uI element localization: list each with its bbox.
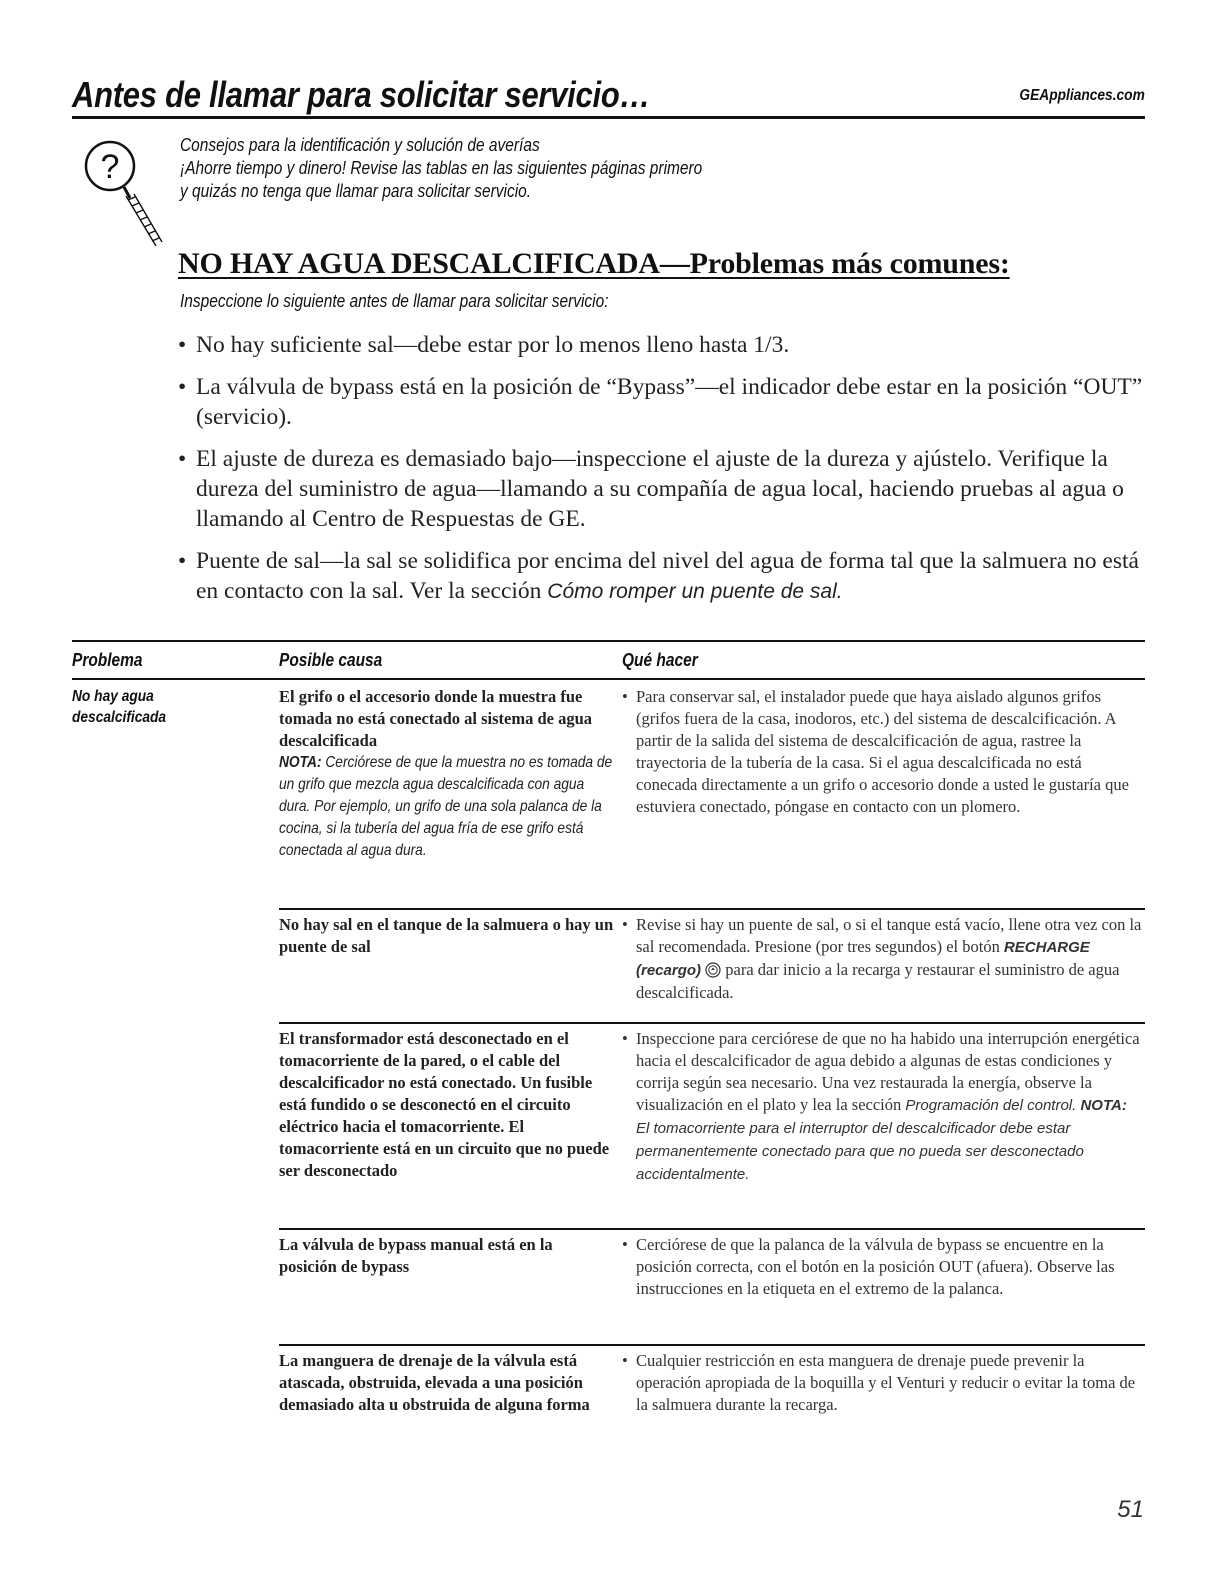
cause-text: El transformador está desconectado en el tomacorriente de la pared, o el cable del descalcificador no está conectado. Un fusible está fundido o se desconectó en el circuito eléctrico hacia el tomacorriente. El tomacorriente está en un circuito que no puede ser desconectado	[279, 1029, 610, 1180]
tips-line: Consejos para la identificación y solución de averías	[180, 135, 540, 155]
section-heading: NO HAY AGUA DESCALCIFICADA—Problemas más comunes:	[178, 247, 1010, 280]
page-title: Antes de llamar para solicitar servicio…	[72, 74, 651, 115]
list-item: • No hay suficiente sal—debe estar por lo menos lleno hasta 1/3.	[178, 330, 1148, 360]
action-text: Inspeccione para cerciórese de que no ha habido una interrupción energética hacia el descalcificador de agua debido a algunas de estas condiciones y corrija según sea necesario. Una vez restaurada la energía, observe la visualización en el plato y lea la sección	[636, 1029, 1140, 1114]
row-divider	[279, 1228, 1145, 1230]
column-header-cause: Posible causa	[279, 650, 383, 670]
page-number: 51	[1117, 1496, 1144, 1523]
recharge-button-icon	[705, 962, 721, 978]
page-header	[72, 70, 1145, 114]
table-row	[279, 680, 1145, 908]
cause-cell	[279, 914, 614, 958]
header-divider	[72, 116, 1145, 119]
cause-text: No hay sal en el tanque de la salmuera o hay un puente de sal	[279, 915, 614, 956]
note-label: NOTA:	[1080, 1097, 1127, 1114]
action-text: Cerciórese de que la palanca de la válvula de bypass se encuentre en la posición correcta, con el botón en la posición OUT (afuera). Observe las instrucciones en la etiqueta en el extremo de la palanca.	[636, 1235, 1115, 1298]
cause-text: La manguera de drenaje de la válvula está atascada, obstruida, elevada a una posición demasiado alta u obstruida de alguna forma	[279, 1351, 590, 1414]
section-reference: Cómo romper un puente de sal.	[547, 580, 843, 603]
cause-cell	[279, 1350, 614, 1416]
column-header-problem: Problema	[72, 650, 143, 670]
column-header-action: Qué hacer	[622, 650, 698, 670]
action-cell: • Cerciórese de que la palanca de la válvula de bypass se encuentre en la posición correcta, con el botón en la posición OUT (afuera). Observe las instrucciones en la etiqueta en el extremo de la palanca.	[622, 1235, 1115, 1298]
common-problems-list	[178, 330, 1148, 619]
problem-text: No hay agua	[72, 688, 154, 705]
table-row	[279, 908, 1145, 1022]
action-text: para dar inicio a la recarga y restaurar el suministro de agua descalcificada.	[636, 960, 1120, 1002]
action-cell: • Para conservar sal, el instalador puede que haya aislado algunos grifos (grifos fuera de la casa, inodoros, etc.) del sistema de descalcificación. A partir de la salida del sistema de descalcificación de agua, rastree la trayectoria de la tubería de la casa. Si el agua descalcificada no está conecada directamente a un grifo o accesorio donde a usted le gustaría que estuviera conectado, póngase en contacto con un plomero.	[622, 687, 1129, 816]
list-item-text: Puente de sal—la sal se solidifica por encima del nivel del agua de forma tal que la salmuera no está en contacto con la sal. Ver la sección	[196, 548, 1139, 604]
cause-cell	[279, 1028, 614, 1182]
svg-text:?: ?	[100, 148, 120, 186]
action-cell: • Inspeccione para cerciórese de que no ha habido una interrupción energética hacia el descalcificador de agua debido a algunas de estas condiciones y corrija según sea necesario. Una vez restaurada la energía, observe la visualización en el plato y lea la sección Programación del control. NOTA: El tomacorriente para el interruptor del descalcificador debe estar permanentemente conectado para que no pueda ser desconectado accidentalmente.	[622, 1029, 1140, 1183]
action-text: Revise si hay un puente de sal, o si el tanque está vacío, llene otra vez con la sal recomendada. Presione (por tres segundos) el botón	[636, 915, 1142, 956]
cause-cell	[279, 686, 614, 862]
list-item	[178, 546, 1148, 607]
table-row	[279, 1022, 1145, 1228]
row-divider	[279, 1022, 1145, 1024]
cause-text: El grifo o el accesorio donde la muestra fue tomada no está conectado al sistema de agua descalcificada	[279, 687, 593, 750]
row-divider	[279, 908, 1145, 910]
cause-note	[279, 752, 614, 862]
tips-line: y quizás no tenga que llamar para solicitar servicio.	[180, 181, 532, 201]
website-label: GEAppliances.com	[1019, 87, 1145, 104]
action-cell: • Revise si hay un puente de sal, o si el tanque está vacío, llene otra vez con la sal recomendada. Presione (por tres segundos) el botón RECHARGE (recargo) para dar inicio a la recarga y restaurar el suministro de agua descalcificada.	[622, 915, 1142, 1002]
action-cell: • Cualquier restricción en esta manguera de drenaje puede prevenir la operación apropiada de la boquilla y el Venturi y reducir o evitar la toma de la salmuera durante la recarga.	[622, 1351, 1136, 1414]
problem-cell	[72, 686, 166, 728]
table-row	[279, 1228, 1145, 1344]
table-row	[279, 1344, 1145, 1454]
cause-cell	[279, 1234, 614, 1278]
recharge-button-label: RECHARGE (recargo)	[636, 939, 1090, 979]
list-item: • La válvula de bypass está en la posición de “Bypass”—el indicador debe estar en la posición “OUT” (servicio).	[178, 372, 1148, 432]
action-text: Para conservar sal, el instalador puede que haya aislado algunos grifos (grifos fuera de la casa, inodoros, etc.) del sistema de descalcificación. A partir de la salida del sistema de descalcificación de agua, rastree la trayectoria de la tubería de la casa. Si el agua descalcificada no está conecada directamente a un grifo o accesorio donde a usted le gustaría que estuviera conectado, póngase en contacto con un plomero.	[636, 687, 1129, 816]
row-divider	[279, 1344, 1145, 1346]
section-subheading: Inspeccione lo siguiente antes de llamar para solicitar servicio:	[180, 291, 609, 311]
note-text: Cerciórese de que la muestra no es tomada de un grifo que mezcla agua descalcificada con agua dura. Por ejemplo, un grifo de una sola palanca de la cocina, si la tubería del agua fría de ese grifo está conectada al agua dura.	[279, 754, 613, 859]
note-text: El tomacorriente para el interruptor del descalcificador debe estar permanentemente conectado para que no pueda ser desconectado accidentalmente.	[636, 1120, 1084, 1183]
section-reference: Programación del control.	[905, 1097, 1077, 1114]
tips-line: ¡Ahorre tiempo y dinero! Revise las tablas en las siguientes páginas primero	[180, 158, 703, 178]
tips-block	[180, 134, 787, 203]
note-label: NOTA:	[279, 754, 322, 771]
list-item: • El ajuste de dureza es demasiado bajo—inspeccione el ajuste de la dureza y ajústelo. Verifique la dureza del suministro de agua—llamando a su compañía de agua local, haciendo pruebas al agua o llamando al Centro de Respuestas de GE.	[178, 444, 1148, 534]
cause-text: La válvula de bypass manual está en la posición de bypass	[279, 1235, 553, 1276]
table-top-divider	[72, 640, 1145, 642]
question-magnifier-icon	[82, 136, 170, 256]
problem-text: descalcificada	[72, 709, 167, 726]
action-text: Cualquier restricción en esta manguera de drenaje puede prevenir la operación apropiada de la boquilla y el Venturi y reducir o evitar la toma de la salmuera durante la recarga.	[636, 1351, 1136, 1414]
